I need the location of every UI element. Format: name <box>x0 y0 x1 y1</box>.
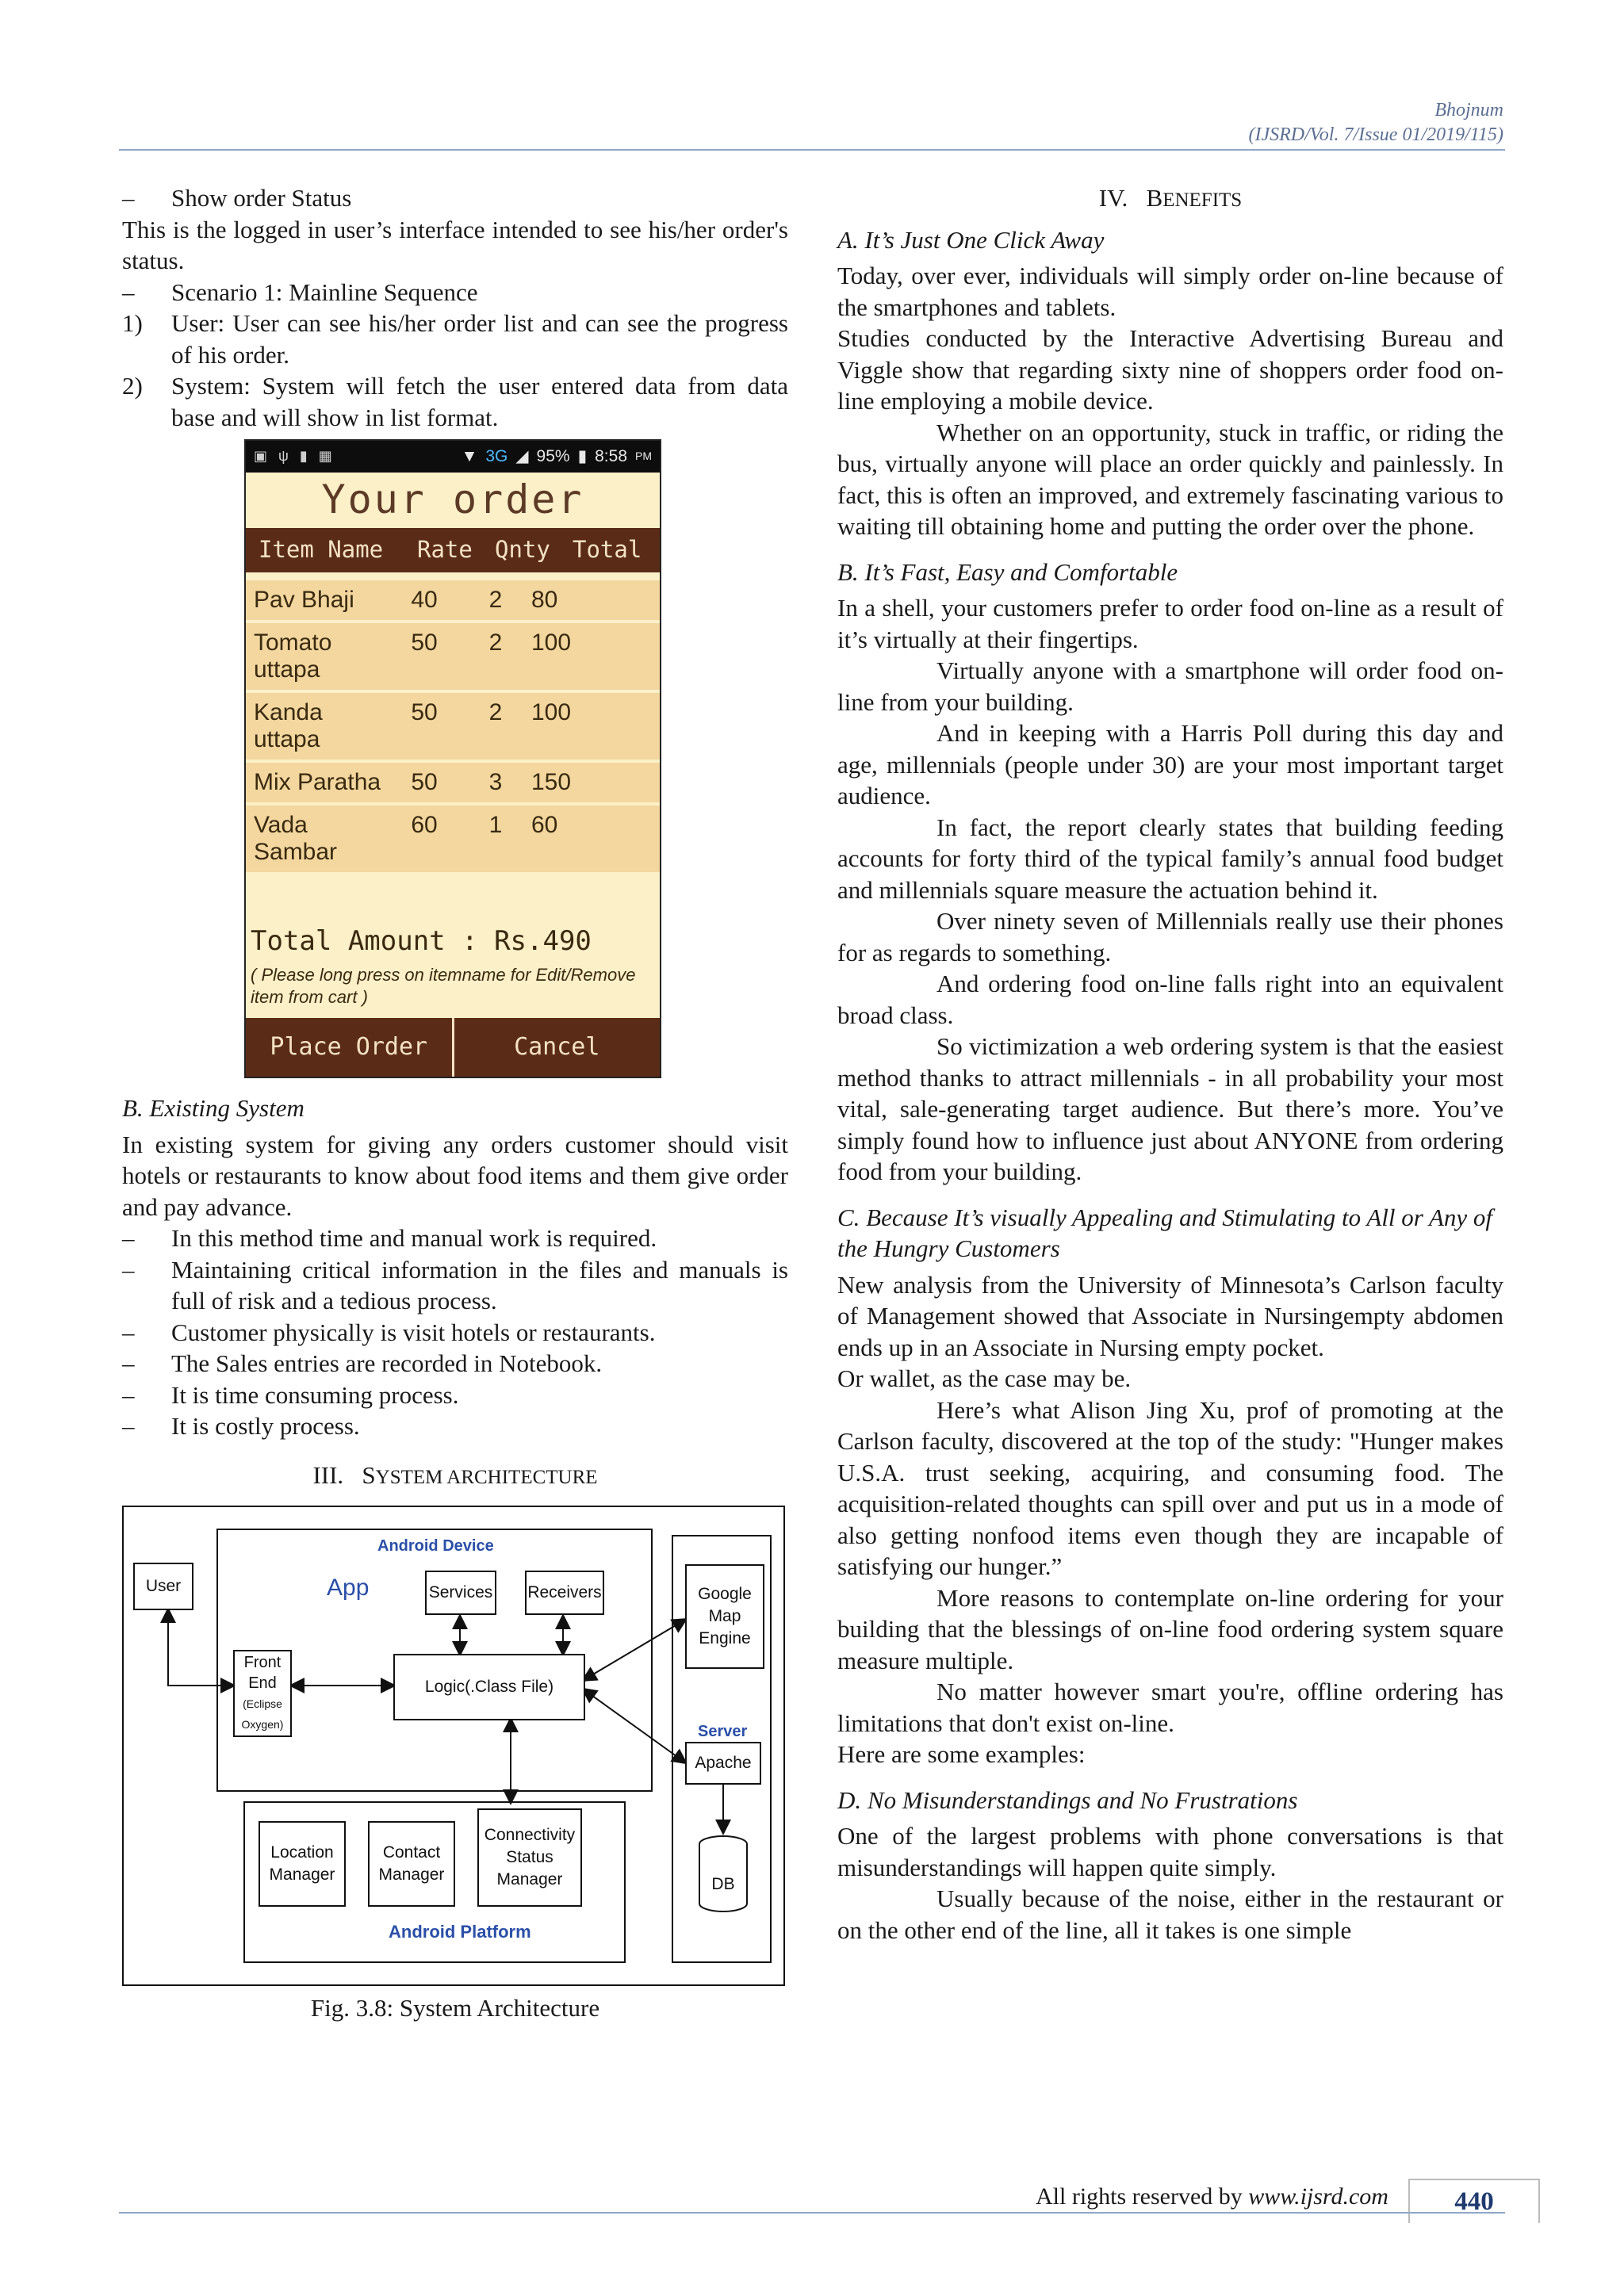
section-d-heading: D. No Misunderstandings and No Frustrations <box>837 1785 1298 1814</box>
order-row[interactable]: Tomato uttapa 50 2 100 <box>246 623 660 690</box>
front-end-box: Front End (Eclipse Oxygen) <box>233 1650 292 1737</box>
footer-site-link[interactable]: www.ijsrd.com <box>1248 2183 1388 2210</box>
android-device-label: Android Device <box>377 1537 494 1555</box>
header-qnty: Qnty <box>495 536 550 564</box>
battery-icon: ▮ <box>577 447 588 466</box>
page-number: 440 <box>1408 2179 1540 2223</box>
signal-icon: ◢ <box>515 447 529 466</box>
paragraph: Or wallet, as the case may be. <box>837 1364 1132 1392</box>
existing-system-para: In existing system for giving any orders customer should visit hotels or restaurants to know about food items and them give order and pay advance. <box>122 1130 788 1221</box>
bullet-item: – Customer physically is visit hotels or restaurants. <box>122 1318 656 1346</box>
order-row[interactable]: Mix Paratha 50 3 150 <box>246 763 660 802</box>
app-label: App <box>327 1575 370 1601</box>
paragraph: Studies conducted by the Interactive Advertising Bureau and Viggle show that regarding sixty nine of shoppers order food on-line employing a mobile device. <box>837 324 1503 415</box>
clock-ampm: PM <box>635 450 652 463</box>
figure-caption: Fig. 3.8: System Architecture <box>310 1994 600 2022</box>
apache-box: Apache <box>685 1742 761 1785</box>
network-label: 3G <box>485 447 508 466</box>
left-column <box>122 182 788 2024</box>
edit-hint: ( Please long press on itemname for Edit/Remove item from cart ) <box>251 965 636 1007</box>
header-citation: (IJSRD/Vol. 7/Issue 01/2019/115) <box>1248 124 1503 145</box>
paragraph: New analysis from the University of Minnesota’s Carlson faculty of Management showed that Associate in Nursingempty abdomen ends up in an Associate in Nursing empty pocket. <box>837 1270 1503 1361</box>
system-architecture-heading: III. SYSTEM ARCHITECTURE <box>312 1460 598 1489</box>
receivers-box: Receivers <box>525 1571 604 1615</box>
paragraph: And ordering food on-line falls right into an equivalent broad class. <box>837 970 1503 1029</box>
logic-box: Logic(.Class File) <box>393 1654 585 1720</box>
contact-manager-box: Contact Manager <box>368 1821 455 1907</box>
user-box: User <box>133 1563 193 1610</box>
connectivity-manager-box: Connectivity Status Manager <box>477 1808 582 1907</box>
total-amount: Total Amount : Rs.490 <box>251 925 592 957</box>
footer-rule <box>119 2212 1505 2214</box>
paragraph: Over ninety seven of Millennials really use their phones for as regards to something. <box>837 907 1503 966</box>
google-map-engine-box: Google Map Engine <box>685 1564 764 1669</box>
paragraph: In a shell, your customers prefer to order food on-line as a result of it’s virtually at their fingertips. <box>837 594 1503 653</box>
numbered-item: 1) User: User can see his/her order list and can see the progress of his order. <box>122 309 788 369</box>
order-row[interactable]: Pav Bhaji 40 2 80 <box>246 580 660 620</box>
services-box: Services <box>425 1571 496 1615</box>
paragraph: One of the largest problems with phone conversations is that misunderstandings will happen quite simply. <box>837 1822 1503 1881</box>
db-label: DB <box>711 1875 735 1893</box>
phone-screenshot <box>244 439 661 1078</box>
show-order-desc: This is the logged in user’s interface intended to see his/her order's status. <box>122 215 788 274</box>
server-label: Server <box>698 1723 748 1740</box>
header-total: Total <box>573 536 642 564</box>
bullet-item: – The Sales entries are recorded in Notebook. <box>122 1349 603 1377</box>
bullet-item: – It is time consuming process. <box>122 1380 459 1409</box>
show-order-item: – Show order Status <box>122 184 352 212</box>
paragraph: In fact, the report clearly states that building feeding accounts for forty third of the typical family’s annual food budget and millennials square measure the actuation behind it. <box>837 813 1503 904</box>
bullet-item: – In this method time and manual work is required. <box>122 1224 657 1252</box>
paragraph: Today, over ever, individuals will simply order on-line because of the smartphones and tablets. <box>837 262 1503 321</box>
place-order-button[interactable]: Place Order <box>270 1033 428 1062</box>
header-rule <box>119 149 1505 151</box>
order-row[interactable]: Kanda uttapa 50 2 100 <box>246 693 660 760</box>
paragraph: And in keeping with a Harris Poll during this day and age, millennials (people under 30) are your most important target audience. <box>837 719 1503 809</box>
order-row[interactable]: Vada Sambar 60 1 60 <box>246 806 660 872</box>
status-bar <box>246 441 660 473</box>
section-a-heading: A. It’s Just One Click Away <box>837 225 1105 254</box>
header-item-name: Item Name <box>259 536 384 564</box>
footer-copyright: All rights reserved by www.ijsrd.com <box>1036 2183 1388 2210</box>
paragraph: Virtually anyone with a smartphone will order food on-line from your building. <box>837 656 1503 716</box>
cancel-button[interactable]: Cancel <box>452 1018 661 1077</box>
paragraph: So victimization a web ordering system is that the easiest method thanks to attract millennials - in all probability your most vital, sale-generating target audience. But there’s more. You’ve simply found how to influence just about ANYONE from ordering food from your building. <box>837 1032 1503 1185</box>
status-icons: ▣ ψ ▮ ▦ <box>254 448 332 465</box>
paragraph: No matter however smart you're, offline ordering has limitations that don't exist on-line. <box>837 1678 1503 1737</box>
battery-level: 95% <box>536 447 570 466</box>
location-manager-box: Location Manager <box>259 1821 346 1907</box>
phone-button-bar <box>246 1018 660 1077</box>
header-rate: Rate <box>417 536 473 564</box>
order-table-header <box>246 528 660 572</box>
bullet-item: – Maintaining critical information in the files and manuals is full of risk and a tedious process. <box>122 1255 788 1314</box>
right-column <box>837 182 1503 1946</box>
existing-system-heading: B. Existing System <box>122 1094 304 1122</box>
android-platform-label: Android Platform <box>389 1922 531 1942</box>
order-title: Your order <box>321 476 584 523</box>
section-c-heading: C. Because It’s visually Appealing and Stimulating to All or Any of the Hungry Customers <box>837 1203 1493 1262</box>
paragraph: Usually because of the noise, either in the restaurant or on the other end of the line, all it takes is one simple <box>837 1885 1503 1944</box>
section-b-heading: B. It’s Fast, Easy and Comfortable <box>837 557 1178 586</box>
scenario-item: – Scenario 1: Mainline Sequence <box>122 277 478 306</box>
clock-time: 8:58 <box>595 447 627 466</box>
paragraph: Whether on an opportunity, stuck in traffic, or riding the bus, virtually anyone will place an order quickly and painlessly. In fact, this is often an improved, and extremely fascinating various to waiting till obtaining home and putting the order over the phone. <box>837 418 1503 540</box>
architecture-diagram <box>122 1506 785 1986</box>
order-list <box>246 572 660 872</box>
paragraph: More reasons to contemplate on-line ordering for your building that the blessings of on-line food ordering system square measure multiple. <box>837 1583 1503 1674</box>
wifi-icon: ▼ <box>461 447 478 466</box>
paragraph: Here’s what Alison Jing Xu, prof of promoting at the Carlson faculty, discovered at the top of the study: "Hunger makes U.S.A. trust seeking, acquiring, and consuming food. The acquisition-related thoughts can spill over and put us in a mode of also getting nonfood items even though they are incapable of satisfying our hunger.” <box>837 1395 1503 1580</box>
numbered-item: 2) System: System will fetch the user entered data from data base and will show in list format. <box>122 372 788 431</box>
paragraph: Here are some examples: <box>837 1740 1086 1768</box>
bullet-item: – It is costly process. <box>122 1412 360 1440</box>
header-title: Bhojnum <box>1434 100 1503 121</box>
benefits-heading: IV. BENEFITS <box>1098 184 1243 212</box>
